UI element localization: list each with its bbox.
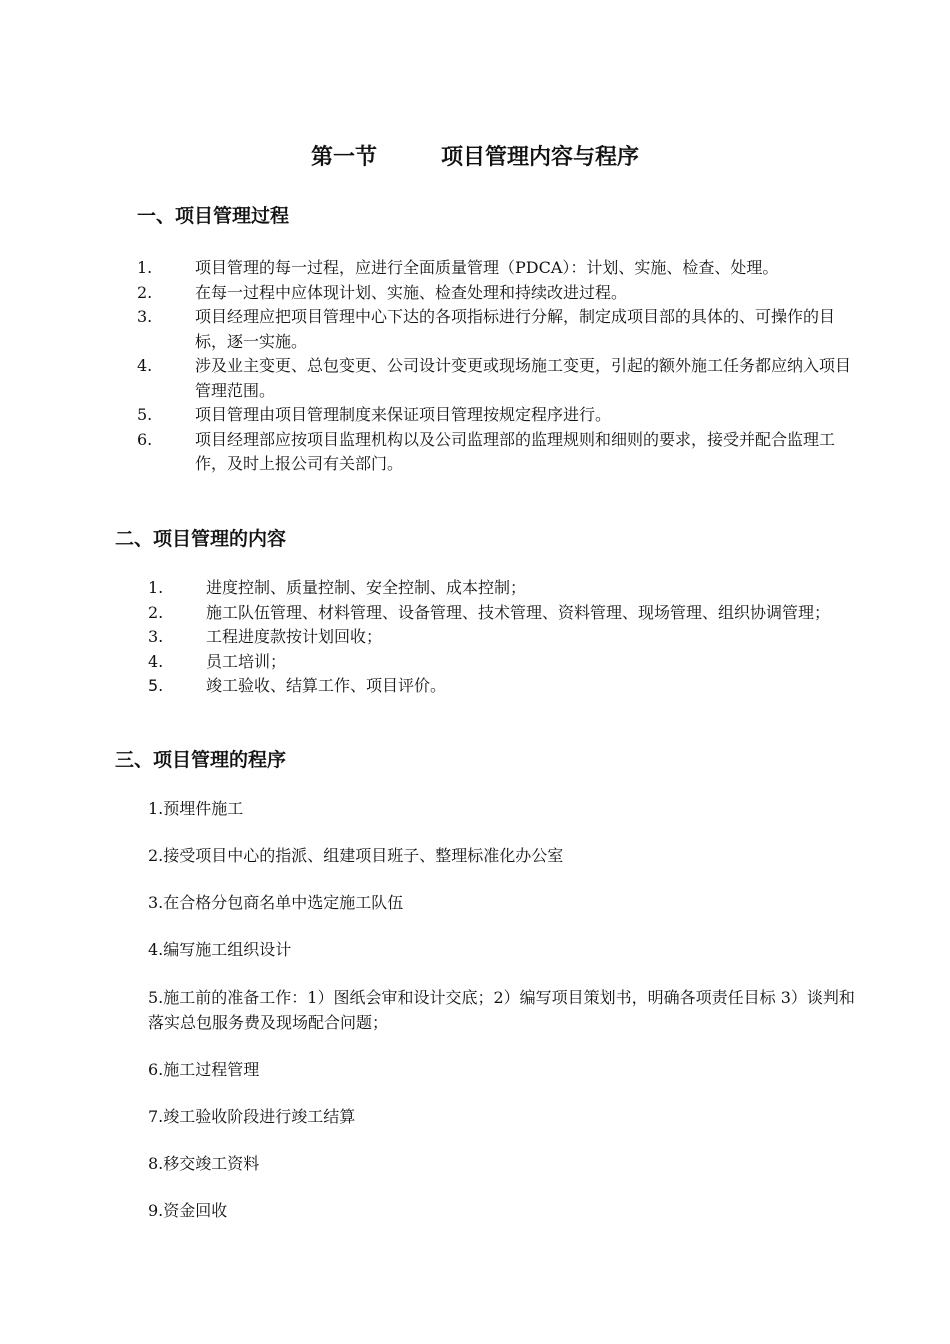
step-item: 5.施工前的准备工作：1）图纸会审和设计交底；2）编写项目策划书，明确各项责任目标 3）谈判和落实总包服务费及现场配合问题； <box>148 988 855 1032</box>
list-item: 5. 项目管理由项目管理制度来保证项目管理按规定程序进行。 <box>137 405 612 424</box>
page-title-text: 项目管理内容与程序 <box>441 145 640 170</box>
list-item: 2. 在每一过程中应体现计划、实施、检查处理和持续改进过程。 <box>137 282 628 302</box>
section-1-list <box>137 256 857 477</box>
page-title <box>0 143 950 173</box>
section-heading-2: 二、项目管理的内容 <box>115 528 287 550</box>
list-item: 3. 项目经理应把项目管理中心下达的各项指标进行分解，制定成项目部的具体的、可操作的目标，逐一实施。 <box>137 307 836 351</box>
section-2-list <box>148 576 848 699</box>
list-item: 3. 工程进度款按计划回收； <box>148 627 383 646</box>
step-item: 2.接受项目中心的指派、组建项目班子、整理标准化办公室 <box>148 846 564 865</box>
list-item: 6. 项目经理部应按项目监理机构以及公司监理部的监理规则和细则的要求，接受并配合监理工作，及时上报公司有关部门。 <box>137 429 836 473</box>
section-heading-3: 三、项目管理的程序 <box>115 749 287 771</box>
step-item: 3.在合格分包商名单中选定施工队伍 <box>148 893 404 912</box>
step-item: 4.编写施工组织设计 <box>148 940 292 959</box>
list-item: 4. 员工培训； <box>148 651 287 671</box>
page-title-section: 第一节 <box>310 145 377 170</box>
step-item: 8.移交竣工资料 <box>148 1154 260 1173</box>
step-item: 1.预埋件施工 <box>148 799 244 818</box>
section-heading-1: 一、项目管理过程 <box>137 205 290 227</box>
step-item: 7.竣工验收阶段进行竣工结算 <box>148 1107 356 1126</box>
list-item: 2. 施工队伍管理、材料管理、设备管理、技术管理、资料管理、现场管理、组织协调管理； <box>148 602 831 622</box>
step-item: 9.资金回收 <box>148 1201 228 1220</box>
list-item: 1. 进度控制、质量控制、安全控制、成本控制； <box>148 578 527 597</box>
list-item: 4. 涉及业主变更、总包变更、公司设计变更或现场施工变更，引起的额外施工任务都应纳入项目管理范围。 <box>137 356 852 400</box>
list-item: 5. 竣工验收、结算工作、项目评价。 <box>148 676 447 695</box>
list-item: 1. 项目管理的每一过程，应进行全面质量管理（PDCA）：计划、实施、检查、处理。 <box>137 258 779 277</box>
step-item: 6.施工过程管理 <box>148 1060 260 1079</box>
